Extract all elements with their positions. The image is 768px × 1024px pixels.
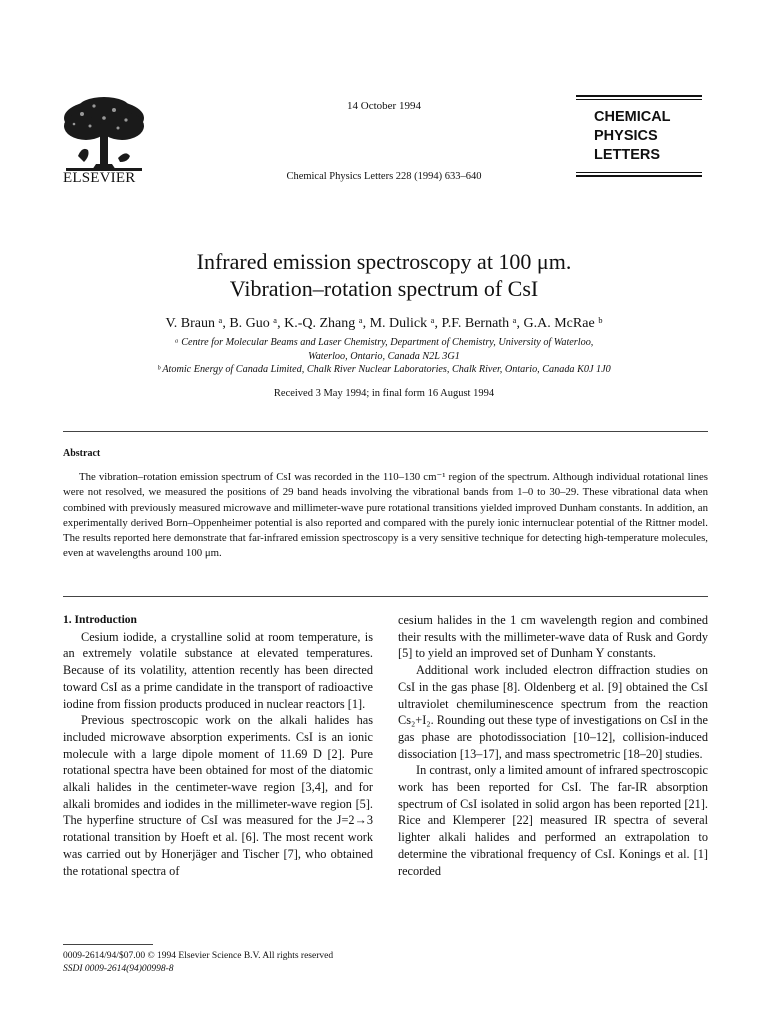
journal-name-line: PHYSICS: [594, 128, 658, 144]
title-line: Infrared emission spectroscopy at 100 μm.: [196, 249, 572, 274]
title-line: Vibration–rotation spectrum of CsI: [229, 276, 539, 301]
left-column: [63, 612, 373, 879]
affiliations: [0, 336, 768, 377]
paragraph: Additional work included electron diffraction studies on CsI in the gas phase [8]. Oldenberg et al. [9] obtained the CsI ultraviolet chemiluminescence spectrum from the reaction Cs₂+I₂. Rounding out these type of investigations on CsI in the gas phase are photodissociation [10–12], collision-induced dissociation [13–17], and mass spectrometric [18–20] studies.: [398, 663, 708, 761]
paragraph: In contrast, only a limited amount of infrared spectroscopic work has been reported for CsI. The far-IR absorption spectrum of CsI isolated in solid argon has been reported [21]. Rice and Klemperer [22] measured IR spectra of several lighter alkali halides and performed an extrapolation to determine the vibrational frequency of CsI. Konings et al. [1] recorded: [398, 763, 708, 878]
issue-date: 14 October 1994: [347, 100, 421, 112]
journal-name-line: CHEMICAL: [594, 109, 671, 125]
masthead-rule: [576, 175, 702, 177]
copyright-footer: [63, 950, 333, 976]
affiliation-a-cont: Waterloo, Ontario, Canada N2L 3G1: [308, 350, 460, 362]
ssdi-line: SSDI 0009-2614(94)00998-8: [63, 964, 174, 974]
journal-citation: Chemical Physics Letters 228 (1994) 633–640: [286, 171, 482, 182]
paragraph: cesium halides in the 1 cm wavelength region and combined their results with the millimeter-wave data of Rusk and Gordy [5] to yield an improved set of Dunham Y constants.: [398, 613, 708, 661]
divider: [63, 431, 708, 432]
masthead-rule: [576, 172, 702, 173]
abstract-heading: Abstract: [63, 448, 101, 459]
right-column: [398, 612, 708, 879]
journal-name: [576, 102, 702, 170]
footer-rule: [63, 944, 153, 945]
journal-name-line: LETTERS: [594, 147, 661, 163]
divider: [63, 596, 708, 597]
paragraph: Cesium iodide, a crystalline solid at room temperature, is an extremely volatile substance at elevated temperatures. Because of its volatility, attention recently has been directed toward CsI as a prime candidate in the transport of radioactive iodine from fission products produced in nuclear reactors [1].: [63, 629, 373, 711]
affiliation-a: ᵃ Centre for Molecular Beams and Laser Chemistry, Department of Chemistry, University of Waterloo,: [174, 337, 594, 348]
author-list: V. Braun ᵃ, B. Guo ᵃ, K.-Q. Zhang ᵃ, M. Dulick ᵃ, P.F. Bernath ᵃ, G.A. McRae ᵇ: [165, 316, 603, 331]
section-heading: 1. Introduction: [63, 614, 137, 626]
masthead-rule: [576, 95, 702, 97]
publisher-name: ELSEVIER: [63, 170, 136, 186]
paragraph: Previous spectroscopic work on the alkali halides has included microwave absorption experiments. CsI is an ionic molecule with a large dipole moment of 11.69 D [2]. Pure rotational spectra have been obtained for most of the diatomic alkali halides in the centimeter-wave region [3,4], and for alkali bromides and iodides in the millimeter-wave region [5]. The hyperfine structure of CsI was measured for the J=2→3 rotational transition by Hoeft et al. [6]. The most recent work was carried out by Honerjäger and Tischer [7], who obtained the rotational spectra of: [63, 713, 373, 878]
affiliation-b: ᵇ Atomic Energy of Canada Limited, Chalk River Nuclear Laboratories, Chalk River, Ontario, Canada K0J 1J0: [157, 364, 611, 375]
abstract-text: The vibration–rotation emission spectrum of CsI was recorded in the 110–130 cm⁻¹ region of the spectrum. Although individual rotational lines were not resolved, we measured the positions of 29 band heads involving the vibrational bands from 1–0 to 30–29. These vibrational data when combined with previously measured microwave and millimeter-wave pure rotational transitions yielded improved Dunham constants. In addition, an experimentally derived Born–Oppenheimer potential is also reported and compared with the purely ionic internuclear potential of the Rittner model. The results reported here demonstrate that far-infrared emission spectroscopy is a very sensitive technique for detecting high-temperature molecules, even at wavelengths around 100 μm.: [63, 471, 708, 560]
journal-masthead: [576, 93, 702, 179]
article-title: [0, 248, 768, 302]
received-dates: Received 3 May 1994; in final form 16 August 1994: [273, 388, 495, 399]
copyright-line: 0009-2614/94/$07.00 © 1994 Elsevier Science B.V. All rights reserved: [63, 951, 334, 961]
masthead-rule: [576, 99, 702, 100]
